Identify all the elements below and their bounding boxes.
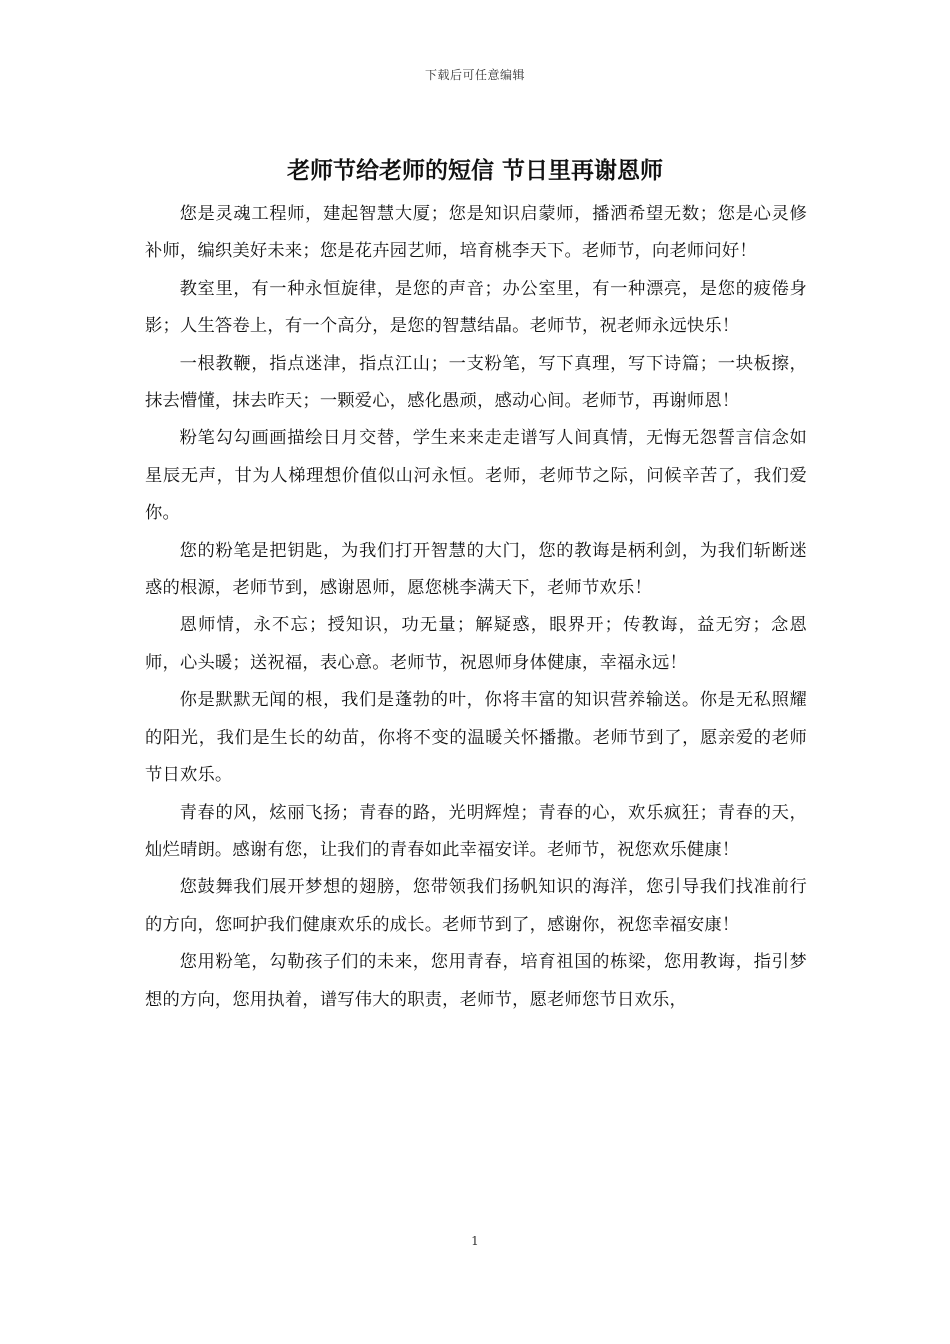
paragraph-5: 您的粉笔是把钥匙，为我们打开智慧的大门，您的教诲是柄利剑，为我们斩断迷惑的根源，老师节到，感谢恩师，愿您桃李满天下，老师节欢乐！ (145, 540, 807, 599)
paragraph-4: 粉笔勾勾画画描绘日月交替，学生来来走走谱写人间真情，无悔无怨誓言信念如星辰无声，甘为人梯理想价值似山河永恒。老师，老师节之际，问候辛苦了，我们爱你。 (145, 428, 807, 524)
page-header-note: 下载后可任意编辑 (424, 68, 525, 82)
paragraph-2: 教室里，有一种永恒旋律，是您的声音；办公室里，有一种漂亮，是您的疲倦身影；人生答卷上，有一个高分，是您的智慧结晶。老师节，祝老师永远快乐！ (145, 278, 807, 337)
paragraph-9: 您鼓舞我们展开梦想的翅膀，您带领我们扬帆知识的海洋，您引导我们找准前行的方向，您呵护我们健康欢乐的成长。老师节到了，感谢你，祝您幸福安康！ (145, 877, 807, 935)
paragraph-1: 您是灵魂工程师，建起智慧大厦；您是知识启蒙师，播洒希望无数；您是心灵修补师，编织美好未来；您是花卉园艺师，培育桃李天下。老师节，向老师问好！ (145, 204, 807, 262)
page-number: 1 (471, 1234, 479, 1248)
paragraph-7: 你是默默无闻的根，我们是蓬勃的叶，你将丰富的知识营养输送。你是无私照耀的阳光，我们是生长的幼苗，你将不变的温暖关怀播撒。老师节到了，愿亲爱的老师节日欢乐。 (145, 690, 807, 786)
paragraph-8: 青春的风，炫丽飞扬；青春的路，光明辉煌；青春的心，欢乐疯狂；青春的天，灿烂晴朗。感谢有您，让我们的青春如此幸福安详。老师节，祝您欢乐健康！ (145, 802, 807, 860)
document-title: 老师节给老师的短信 节日里再谢恩师 (286, 157, 663, 184)
paragraph-3: 一根教鞭，指点迷津，指点江山；一支粉笔，写下真理，写下诗篇；一块板擦，抹去懵懂，抹去昨天；一颗爱心，感化愚顽，感动心间。老师节，再谢师恩！ (145, 353, 807, 412)
document-body (145, 196, 807, 1019)
paragraph-10: 您用粉笔，勾勒孩子们的未来，您用青春，培育祖国的栋梁，您用教诲，指引梦想的方向，您用执着，谱写伟大的职责，老师节，愿老师您节日欢乐， (145, 952, 807, 1010)
paragraph-6: 恩师情，永不忘；授知识，功无量；解疑惑，眼界开；传教诲，益无穷；念恩师，心头暖；送祝福，表心意。老师节，祝恩师身体健康，幸福永远！ (145, 615, 807, 673)
